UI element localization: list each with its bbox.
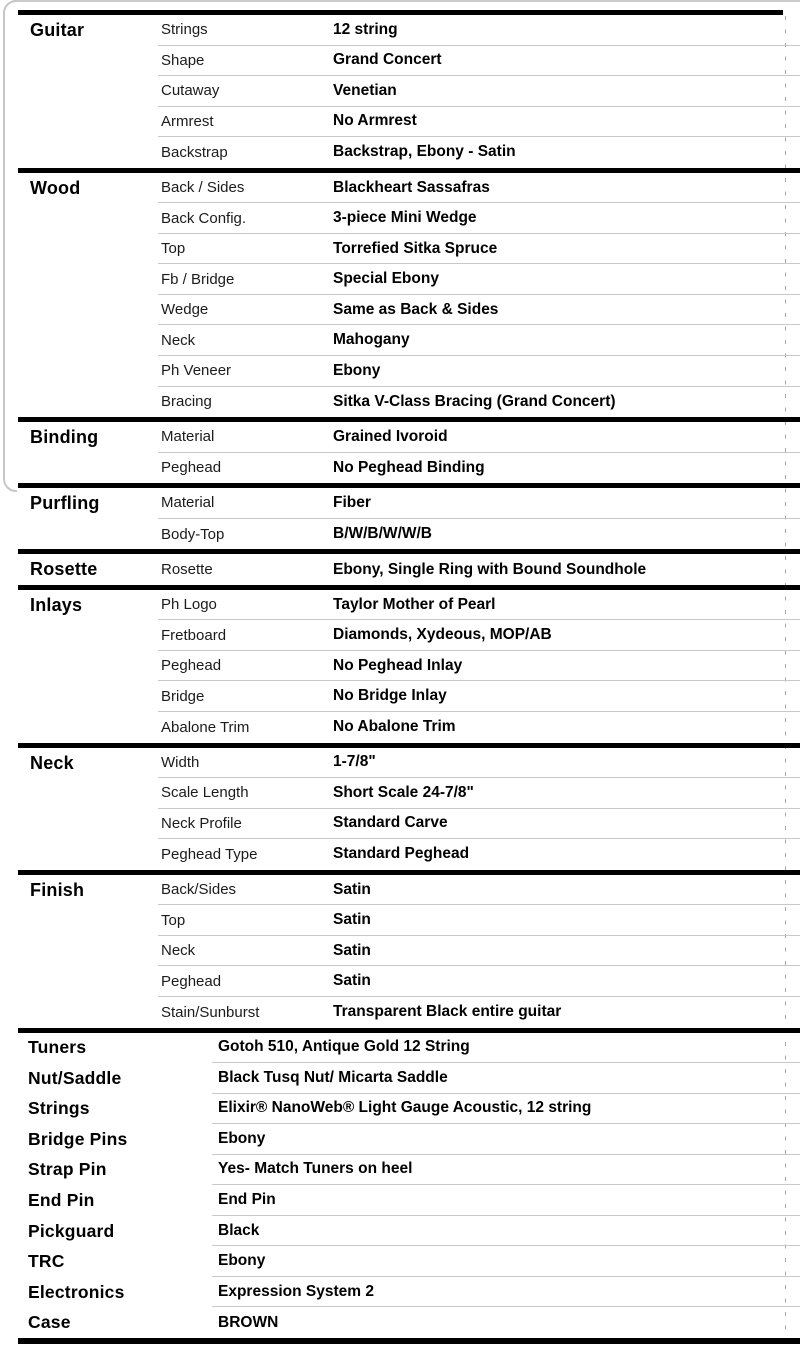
spec-row (158, 203, 800, 234)
hardware-row-label: TRC (28, 1251, 65, 1272)
panel-top-border (13, 0, 800, 2)
spec-row (158, 488, 800, 519)
spec-row-value: Special Ebony (333, 270, 439, 288)
spec-row-label: Back Config. (161, 209, 247, 227)
hardware-row-value-cell (212, 1307, 800, 1338)
spec-section (18, 15, 800, 168)
hardware-row-value-cell (212, 1063, 800, 1094)
spec-row (158, 325, 800, 356)
section-title: Finish (30, 879, 85, 900)
spec-row-value: Short Scale 24-7/8" (333, 783, 474, 801)
section-rows (158, 15, 800, 168)
section-title: Rosette (30, 559, 98, 580)
spec-row (158, 173, 800, 204)
section-rows (158, 590, 800, 743)
hardware-row (18, 1307, 800, 1338)
spec-row-label: Material (161, 494, 215, 512)
spec-row-label: Backstrap (161, 143, 228, 161)
hardware-row-label: Tuners (28, 1037, 87, 1058)
section-rows (158, 173, 800, 417)
spec-row (158, 712, 800, 743)
spec-row-label: Top (161, 240, 186, 258)
spec-row (158, 997, 800, 1028)
spec-row (158, 76, 800, 107)
hardware-row-value: Expression System 2 (218, 1282, 374, 1300)
hardware-row-value: End Pin (218, 1191, 276, 1208)
spec-row-label: Peghead (161, 972, 222, 990)
section-rows (158, 422, 800, 483)
spec-row-value: No Peghead Binding (333, 458, 485, 476)
spec-row-label: Shape (161, 51, 205, 69)
hardware-table (18, 1033, 800, 1338)
spec-row (158, 295, 800, 326)
spec-row-label: Width (161, 753, 200, 771)
spec-row (158, 46, 800, 77)
hardware-row (18, 1246, 800, 1277)
hardware-row (18, 1033, 800, 1064)
spec-row (158, 681, 800, 712)
spec-row-label: Wedge (161, 301, 209, 319)
spec-row-label: Cutaway (161, 82, 220, 100)
spec-row-value: Same as Back & Sides (333, 300, 499, 318)
hardware-row (18, 1216, 800, 1247)
hardware-row (18, 1277, 800, 1308)
spec-row-value: B/W/B/W/W/B (333, 525, 433, 543)
spec-row-value: Blackheart Sassafras (333, 178, 490, 196)
spec-row-label: Back/Sides (161, 881, 237, 899)
spec-section (18, 875, 800, 1028)
hardware-row-label: Bridge Pins (28, 1128, 128, 1149)
spec-row-label: Rosette (161, 561, 213, 579)
hardware-row-label: End Pin (28, 1190, 95, 1210)
hardware-row (18, 1094, 800, 1125)
spec-row-value: No Armrest (333, 112, 417, 130)
spec-row-label: Ph Veneer (161, 362, 232, 380)
hardware-row-value-cell (212, 1094, 800, 1125)
spec-row-value: 3-piece Mini Wedge (333, 209, 477, 227)
spec-section (18, 422, 800, 483)
spec-row-value: Transparent Black entire guitar (333, 1003, 562, 1021)
spec-section (18, 590, 800, 743)
spec-row-value: Backstrap, Ebony - Satin (333, 143, 516, 161)
hardware-row-label: Electronics (28, 1281, 125, 1302)
hardware-row-value: Ebony (218, 1252, 266, 1270)
hardware-row-value-cell (212, 1277, 800, 1308)
hardware-row (18, 1185, 800, 1216)
spec-row-value: Sitka V-Class Bracing (Grand Concert) (333, 392, 616, 410)
hardware-row-value: Black Tusq Nut/ Micarta Saddle (218, 1068, 448, 1086)
section-title: Guitar (30, 20, 85, 40)
spec-row-label: Peghead Type (161, 845, 258, 863)
spec-row-value: Torrefied Sitka Spruce (333, 239, 498, 257)
spec-row (158, 15, 800, 46)
spec-row-value: Satin (333, 911, 371, 929)
spec-row-label: Top (161, 911, 186, 929)
hardware-row-label: Case (28, 1312, 71, 1333)
spec-row-label: Neck (161, 942, 196, 960)
spec-row (158, 936, 800, 967)
hardware-row-value: BROWN (218, 1313, 279, 1331)
spec-row (158, 453, 800, 484)
hardware-row-value: Ebony (218, 1129, 266, 1147)
spec-section (18, 488, 800, 549)
spec-row-value: Ebony (333, 361, 381, 379)
spec-row-value: Standard Peghead (333, 845, 470, 863)
hardware-row-value: Yes- Match Tuners on heel (218, 1160, 413, 1178)
spec-row (158, 839, 800, 870)
section-title: Inlays (30, 594, 83, 615)
hardware-row (18, 1063, 800, 1094)
hardware-row-value: Gotoh 510, Antique Gold 12 String (218, 1038, 470, 1056)
hardware-row-value: Elixir® NanoWeb® Light Gauge Acoustic, 12 string (218, 1099, 592, 1117)
section-title: Purfling (30, 493, 100, 514)
spec-row-value: 12 string (333, 20, 398, 38)
spec-row-value: Fiber (333, 493, 371, 511)
spec-row (158, 778, 800, 809)
hardware-row-label: Strap Pin (28, 1159, 107, 1180)
spec-row-value: Grained Ivoroid (333, 427, 448, 445)
hardware-row (18, 1124, 800, 1155)
spec-row-label: Bridge (161, 687, 205, 705)
section-divider-bar (18, 1338, 800, 1344)
hardware-row-value-cell (212, 1124, 800, 1155)
hardware-row-value-cell (212, 1033, 800, 1064)
section-title: Neck (30, 752, 74, 773)
spec-section (18, 554, 800, 585)
spec-row-label: Peghead (161, 459, 222, 477)
hardware-row-value-cell (212, 1185, 800, 1216)
spec-row-label: Ph Logo (161, 596, 217, 614)
spec-row (158, 234, 800, 265)
spec-row-label: Material (161, 428, 215, 446)
spec-row (158, 620, 800, 651)
spec-row-value: 1-7/8" (333, 753, 376, 771)
spec-row-value: Satin (333, 972, 371, 990)
spec-row-label: Fb / Bridge (161, 270, 235, 288)
spec-row-label: Fretboard (161, 626, 227, 644)
section-rows (158, 554, 800, 585)
spec-row-value: Standard Carve (333, 814, 448, 832)
spec-row-value: Mahogany (333, 331, 410, 349)
spec-row (158, 554, 800, 585)
section-title: Binding (30, 427, 99, 448)
spec-row (158, 519, 800, 550)
panel-left-border (3, 0, 17, 492)
spec-row-value: Satin (333, 880, 371, 898)
spec-section (18, 173, 800, 417)
spec-row-value: No Bridge Inlay (333, 687, 447, 705)
spec-row (158, 809, 800, 840)
spec-row-value: Satin (333, 941, 371, 959)
spec-row (158, 590, 800, 621)
spec-row (158, 651, 800, 682)
spec-row-label: Stain/Sunburst (161, 1003, 260, 1021)
spec-row (158, 264, 800, 295)
spec-row (158, 966, 800, 997)
spec-row-value: Venetian (333, 81, 397, 99)
hardware-row-label: Strings (28, 1098, 90, 1119)
section-title: Wood (30, 177, 81, 198)
hardware-row-value-cell (212, 1155, 800, 1186)
spec-row-label: Abalone Trim (161, 718, 250, 736)
hardware-row-label: Nut/Saddle (28, 1067, 122, 1088)
spec-row (158, 387, 800, 418)
spec-row-value: No Abalone Trim (333, 718, 456, 736)
spec-row-label: Armrest (161, 112, 214, 130)
section-rows (158, 488, 800, 549)
spec-section (18, 748, 800, 870)
spec-row-label: Back / Sides (161, 179, 245, 196)
spec-row-value: Grand Concert (333, 51, 442, 69)
spec-row (158, 107, 800, 138)
spec-row-value: No Peghead Inlay (333, 656, 463, 674)
spec-row-label: Strings (161, 21, 208, 39)
spec-row-label: Scale Length (161, 784, 249, 802)
hardware-row-value: Black (218, 1221, 260, 1239)
section-rows (158, 748, 800, 870)
spec-row (158, 875, 800, 906)
spec-row (158, 422, 800, 453)
hardware-row-value-cell (212, 1216, 800, 1247)
spec-row-value: Diamonds, Xydeous, MOP/AB (333, 626, 552, 644)
spec-row-label: Body-Top (161, 525, 225, 543)
spec-row (158, 137, 800, 168)
spec-row-label: Bracing (161, 393, 212, 411)
spec-row (158, 905, 800, 936)
section-rows (158, 875, 800, 1028)
hardware-row-label: Pickguard (28, 1220, 115, 1241)
spec-row-value: Ebony, Single Ring with Bound Soundhole (333, 560, 647, 578)
spec-row-label: Neck Profile (161, 814, 242, 832)
spec-row-label: Peghead (161, 657, 222, 675)
spec-table (18, 10, 800, 1344)
spec-row (158, 356, 800, 387)
spec-row-value: Taylor Mother of Pearl (333, 595, 496, 613)
hardware-row-value-cell (212, 1246, 800, 1277)
hardware-row (18, 1155, 800, 1186)
spec-row-label: Neck (161, 331, 196, 349)
spec-row (158, 748, 800, 779)
